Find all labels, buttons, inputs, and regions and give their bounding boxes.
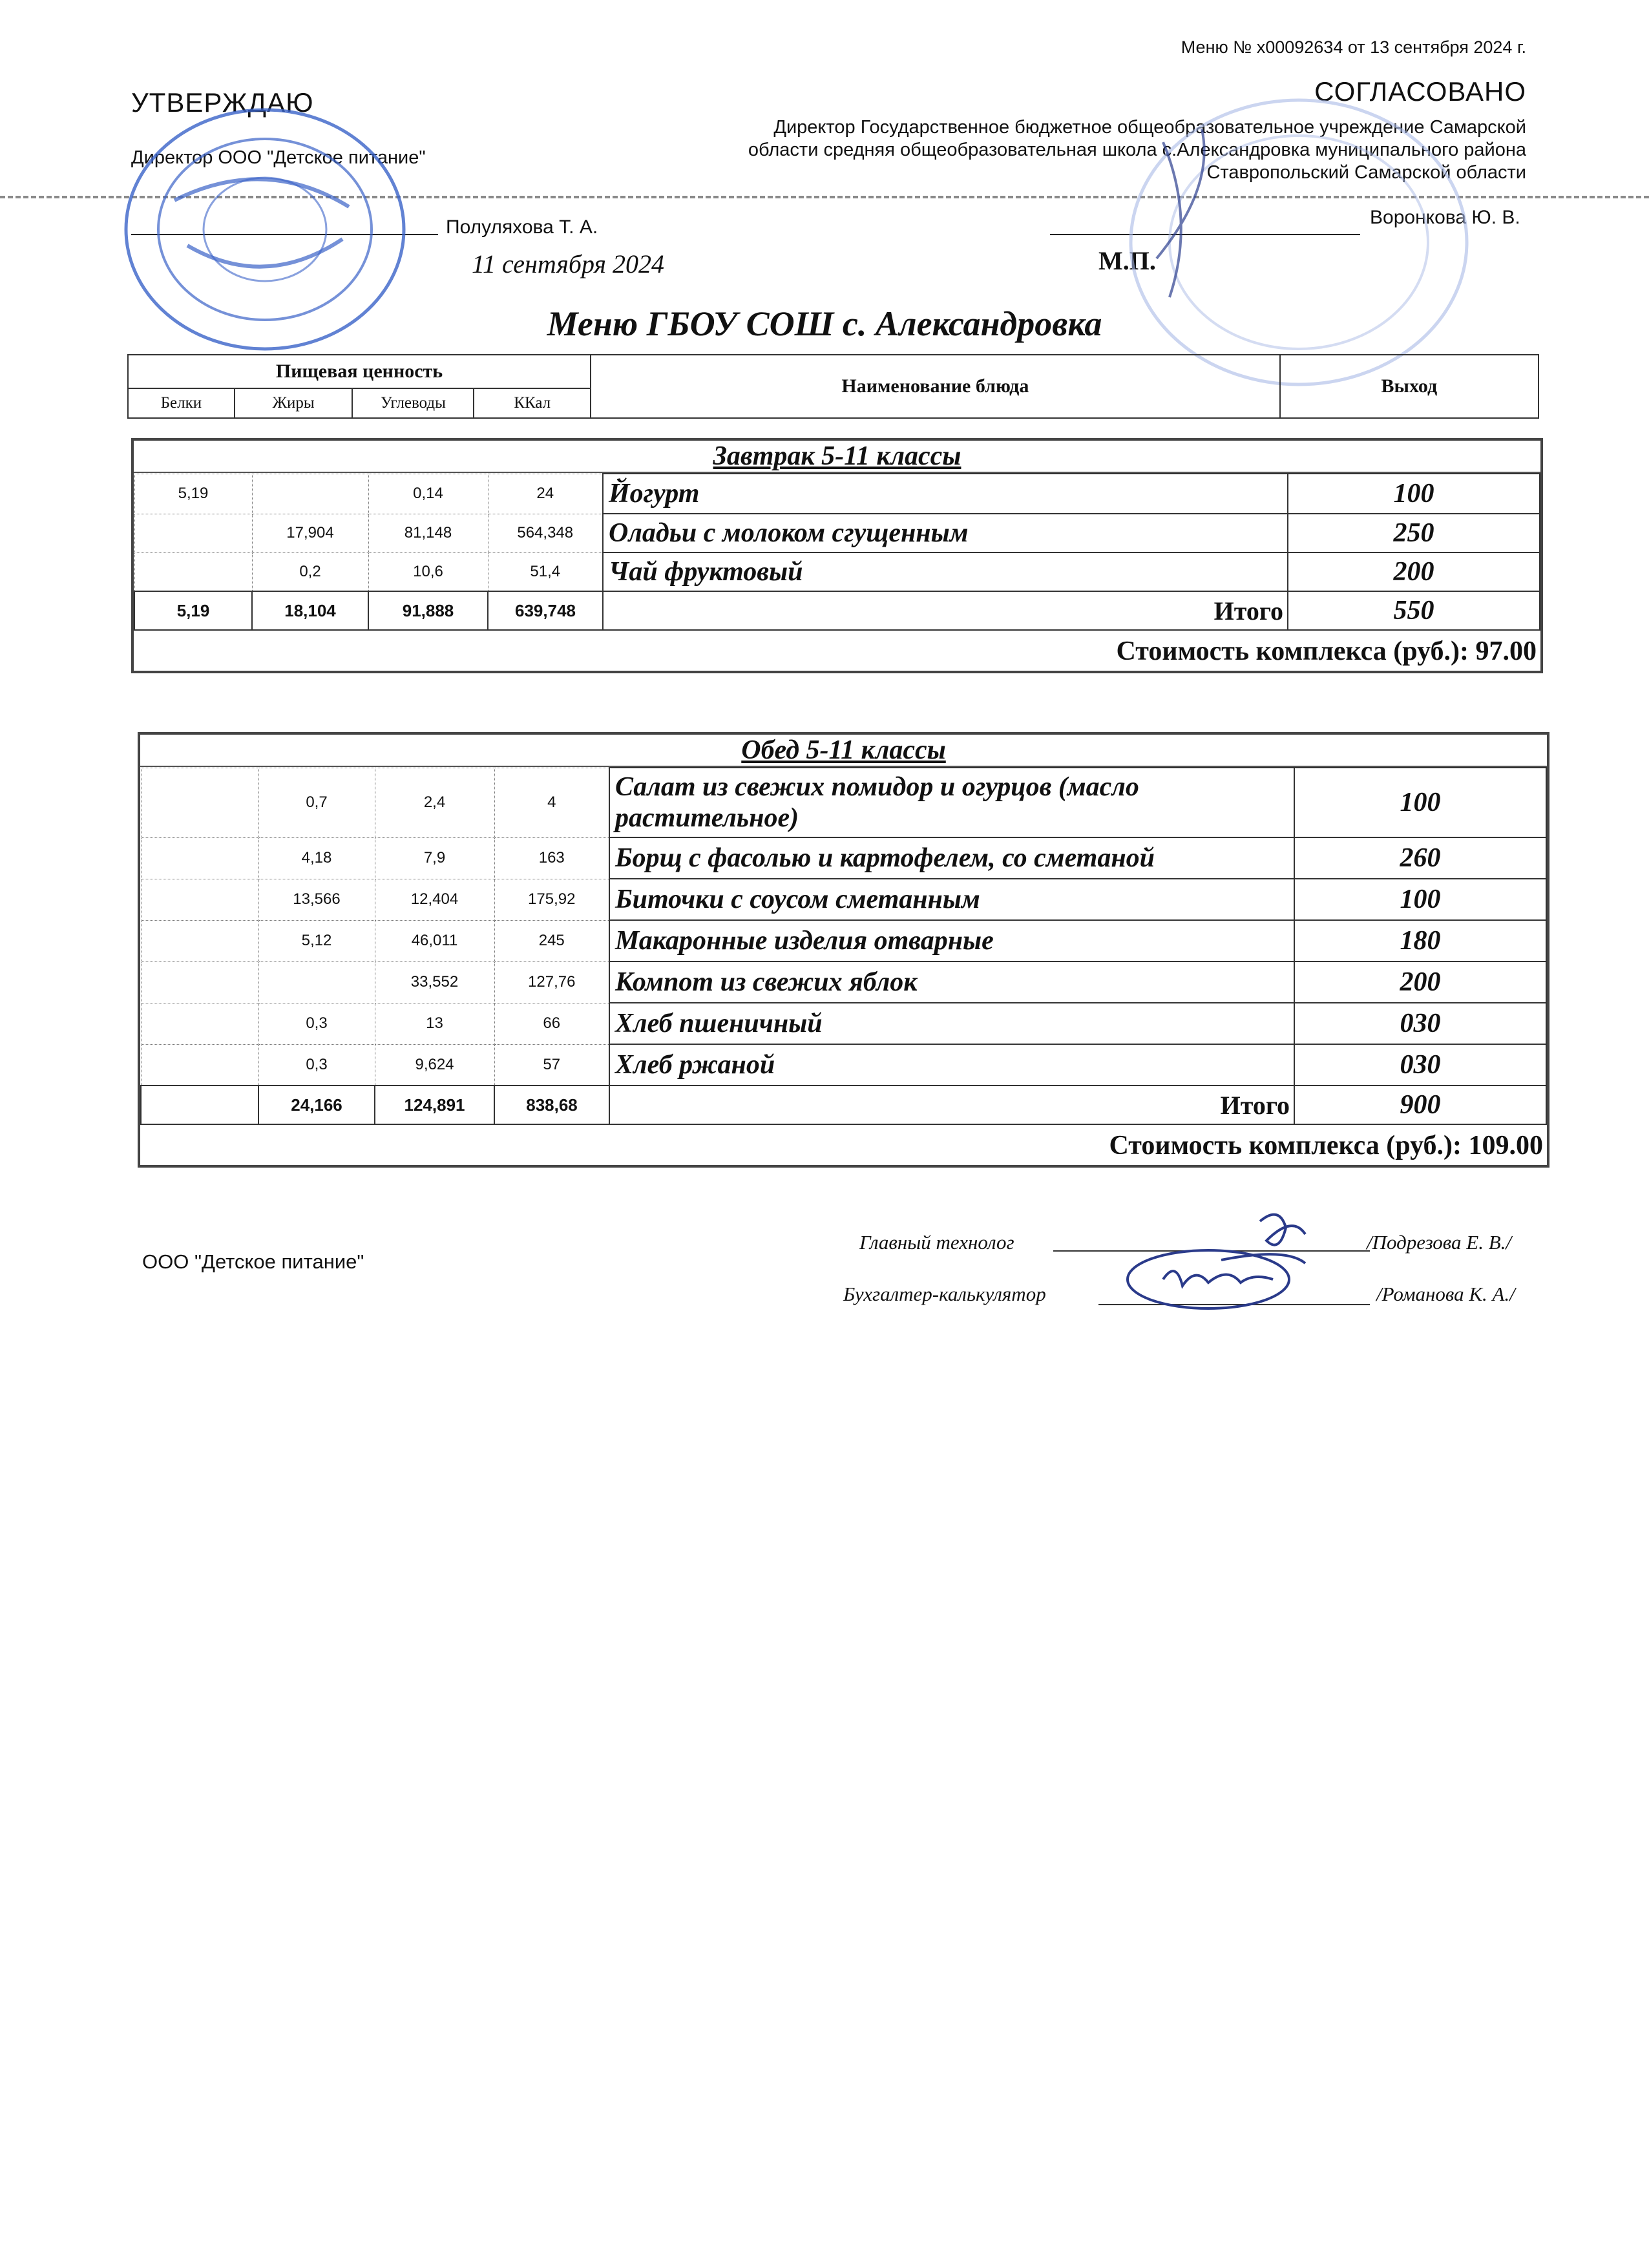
signatures-icon [1124,1202,1344,1318]
cell-output: 100 [1294,879,1546,920]
cell-kcal: 24 [488,474,603,514]
cell-carbs: 10,6 [368,552,488,591]
stamp-place-label: М.П. [1098,246,1156,275]
approve-date: 11 сентября 2024 [472,249,665,278]
cell-proteins [141,768,258,837]
table-row [141,1003,1546,1044]
cell-carbs: 81,148 [368,514,488,552]
cell-carbs: 7,9 [375,837,494,879]
cell-fats: 0,2 [252,552,368,591]
chief-technologist-role: Главный технолог [859,1231,1014,1254]
table-row [141,961,1546,1003]
cell-carbs: 33,552 [375,961,494,1003]
total-fats: 24,166 [258,1086,375,1124]
right-stamp-icon [1118,90,1480,394]
total-proteins: 5,19 [134,591,252,630]
cell-carbs: 2,4 [375,768,494,837]
agree-title: СОГЛАСОВАНО [1314,76,1526,107]
cell-carbs: 12,404 [375,879,494,920]
cell-kcal: 245 [494,920,609,961]
cell-proteins: 5,19 [134,474,252,514]
cell-carbs: 9,624 [375,1044,494,1086]
cell-proteins [141,879,258,920]
col-carbs: Углеводы [352,388,474,418]
breakfast-section [131,438,1543,673]
table-row [134,552,1540,591]
breakfast-table [134,473,1540,631]
cell-dish: Оладьи с молоком сгущенным [603,514,1288,552]
cell-proteins [141,837,258,879]
lunch-section [138,732,1549,1168]
cell-kcal: 4 [494,768,609,837]
table-row [141,1044,1546,1086]
cell-proteins [141,1003,258,1044]
cell-kcal: 66 [494,1003,609,1044]
cell-output: 200 [1294,961,1546,1003]
total-row [141,1086,1546,1124]
total-proteins [141,1086,258,1124]
table-row [141,837,1546,879]
cell-fats: 0,3 [258,1003,375,1044]
accountant-name: /Романова К. А./ [1376,1283,1515,1305]
cell-carbs: 13 [375,1003,494,1044]
total-carbs: 91,888 [368,591,488,630]
cell-dish: Биточки с соусом сметанным [609,879,1294,920]
cell-kcal: 564,348 [488,514,603,552]
agree-subtitle: Директор Государственное бюджетное общеобразовательное учреждение Самарской области средняя общеобразовательная школа с.Александровка муниципального района Ставропольский Самарской области [748,117,1526,183]
total-label: Итого [609,1086,1294,1124]
cell-proteins [141,920,258,961]
table-row [141,768,1546,837]
accountant-role: Бухгалтер-калькулятор [843,1283,1046,1305]
cell-kcal: 127,76 [494,961,609,1003]
cell-output: 180 [1294,920,1546,961]
table-row [134,474,1540,514]
cell-output: 250 [1288,514,1540,552]
cell-kcal: 57 [494,1044,609,1086]
cell-dish: Салат из свежих помидор и огурцов (масло растительное) [609,768,1294,837]
lunch-table [140,767,1547,1125]
lunch-cost: Стоимость комплекса (руб.): 109.00 [1109,1131,1543,1160]
cell-kcal: 175,92 [494,879,609,920]
cell-kcal: 163 [494,837,609,879]
total-label: Итого [603,591,1288,630]
total-output: 900 [1294,1086,1546,1124]
cell-dish: Борщ с фасолью и картофелем, со сметаной [609,837,1294,879]
table-header [127,354,1539,419]
cell-output: 200 [1288,552,1540,591]
chief-technologist-name: /Подрезова Е. В./ [1367,1231,1512,1254]
total-kcal: 838,68 [494,1086,609,1124]
cell-fats [258,961,375,1003]
table-row [134,514,1540,552]
cell-fats: 13,566 [258,879,375,920]
agree-signer: Воронкова Ю. В. [1370,207,1520,228]
nutrition-header: Пищевая ценность [128,355,591,388]
approve-subtitle: Директор ООО "Детское питание" [131,147,426,168]
output-header: Выход [1280,355,1539,418]
page-title: Меню ГБОУ СОШ с. Александровка [547,304,1102,343]
total-carbs: 124,891 [375,1086,494,1124]
total-kcal: 639,748 [488,591,603,630]
cell-output: 100 [1288,474,1540,514]
col-kcal: ККал [474,388,591,418]
cell-dish: Макаронные изделия отварные [609,920,1294,961]
cell-dish: Йогурт [603,474,1288,514]
footer-company: ООО "Детское питание" [142,1250,364,1273]
cell-dish: Чай фруктовый [603,552,1288,591]
cell-proteins [141,1044,258,1086]
breakfast-title: Завтрак 5-11 классы [134,441,1540,473]
menu-number: Меню № х00092634 от 13 сентября 2024 г. [1181,37,1526,57]
cell-proteins [134,552,252,591]
cell-fats: 4,18 [258,837,375,879]
cell-fats [252,474,368,514]
cell-proteins [141,961,258,1003]
cell-carbs: 46,011 [375,920,494,961]
dish-name-header: Наименование блюда [591,355,1280,418]
total-fats: 18,104 [252,591,368,630]
cell-fats: 17,904 [252,514,368,552]
col-fats: Жиры [235,388,353,418]
cell-output: 100 [1294,768,1546,837]
cell-kcal: 51,4 [488,552,603,591]
total-output: 550 [1288,591,1540,630]
breakfast-cost: Стоимость комплекса (руб.): 97.00 [1116,636,1537,666]
cell-fats: 0,3 [258,1044,375,1086]
total-row [134,591,1540,630]
approve-title: УТВЕРЖДАЮ [131,87,314,118]
table-row [141,920,1546,961]
cell-proteins [134,514,252,552]
lunch-title: Обед 5-11 классы [140,735,1547,767]
col-proteins: Белки [128,388,235,418]
cell-output: 030 [1294,1003,1546,1044]
cell-dish: Компот из свежих яблок [609,961,1294,1003]
cell-carbs: 0,14 [368,474,488,514]
cell-dish: Хлеб пшеничный [609,1003,1294,1044]
cell-fats: 5,12 [258,920,375,961]
table-row [141,879,1546,920]
cell-output: 030 [1294,1044,1546,1086]
cell-output: 260 [1294,837,1546,879]
cell-fats: 0,7 [258,768,375,837]
approve-signer: Полуляхова Т. А. [446,216,598,238]
cell-dish: Хлеб ржаной [609,1044,1294,1086]
